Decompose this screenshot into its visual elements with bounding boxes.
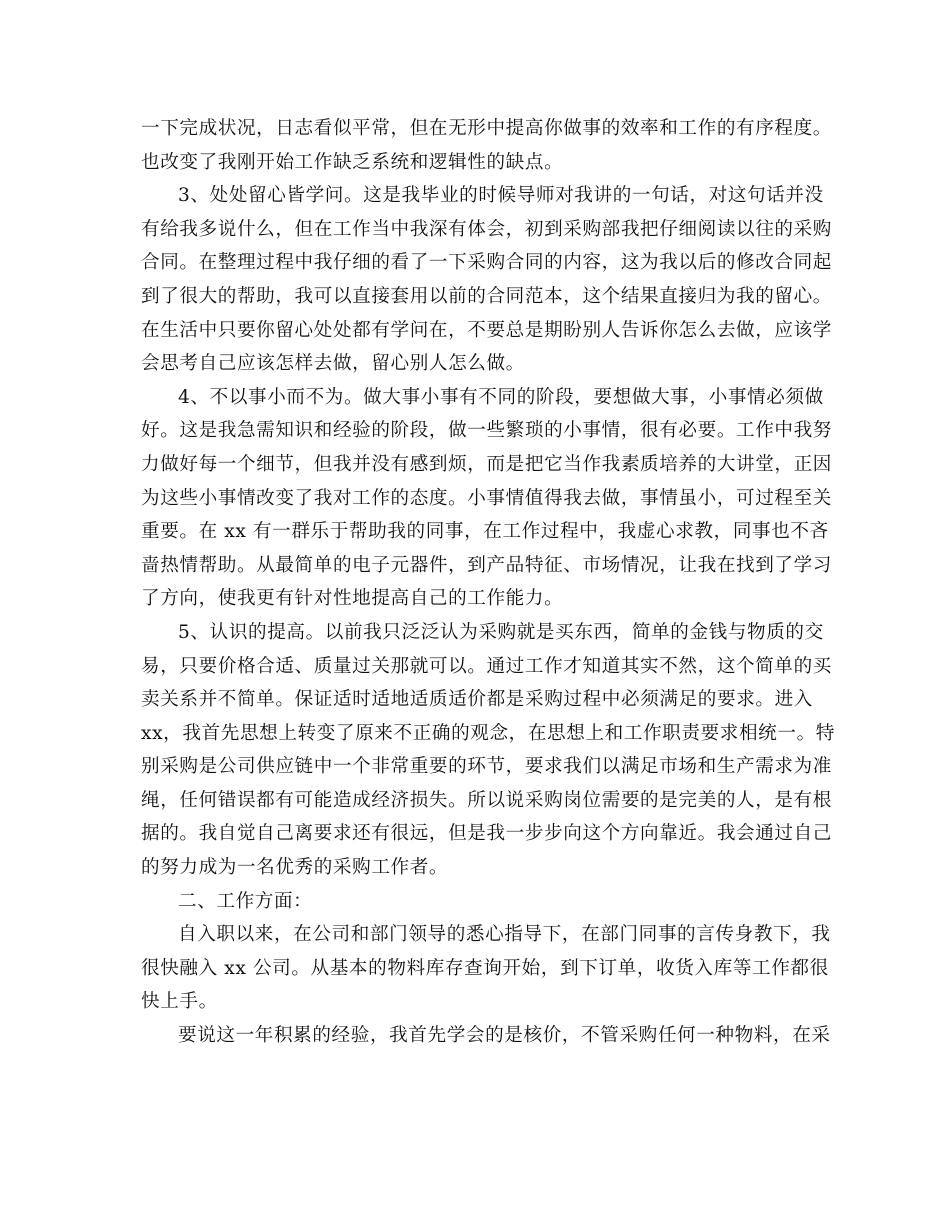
- text-line: 有给我多说什么，但在工作当中我深有体会，初到采购部我把仔细阅读以往的采购: [141, 218, 832, 240]
- text-line: 啬热情帮助。从最简单的电子元器件，到产品特征、市场情况，让我在找到了学习: [141, 554, 832, 576]
- text-line: 也改变了我刚开始工作缺乏系统和逻辑性的缺点。: [141, 151, 564, 173]
- text-line: 快上手。: [141, 991, 218, 1013]
- text-line: 4、不以事小而不为。做大事小事有不同的阶段，要想做大事，小事情必须做: [178, 386, 824, 408]
- text-line: 自入职以来，在公司和部门领导的悉心指导下，在部门同事的言传身教下，我: [178, 924, 831, 946]
- text-line: 力做好每一个细节，但我并没有感到烦，而是把它当作我素质培养的大讲堂，正因: [141, 453, 832, 475]
- text-line: 据的。我自觉自己离要求还有很远，但是我一步步向这个方向靠近。我会通过自己: [141, 823, 832, 845]
- text-line: 到了很大的帮助，我可以直接套用以前的合同范本，这个结果直接归为我的留心。: [141, 285, 832, 307]
- text-line: xx，我首先思想上转变了原来不正确的观念，在思想上和工作职责要求相统一。特: [141, 722, 835, 744]
- text-line: 3、处处留心皆学问。这是我毕业的时候导师对我讲的一句话，对这句话并没: [178, 185, 824, 207]
- text-line: 卖关系并不简单。保证适时适地适质适价都是采购过程中必须满足的要求。进入: [141, 689, 813, 711]
- text-line: 好。这是我急需知识和经验的阶段，做一些繁琐的小事情，很有必要。工作中我努: [141, 420, 832, 442]
- text-line: 为这些小事情改变了我对工作的态度。小事情值得我去做，事情虽小，可过程至关: [141, 487, 832, 509]
- text-line: 一下完成状况，日志看似平常，但在无形中提高你做事的效率和工作的有序程度。: [141, 118, 832, 139]
- text-line: 重要。在 xx 有一群乐于帮助我的同事，在工作过程中，我虚心求教，同事也不吝: [141, 521, 829, 543]
- text-line: 要说这一年积累的经验，我首先学会的是核价，不管采购任何一种物料，在采: [178, 1025, 831, 1047]
- document-body: [141, 112, 835, 1053]
- text-line: 别采购是公司供应链中一个非常重要的环节，要求我们以满足市场和生产需求为准: [141, 756, 832, 778]
- text-line: 在生活中只要你留心处处都有学问在，不要总是期盼别人告诉你怎么去做，应该学: [141, 319, 832, 341]
- text-line: 绳，任何错误都有可能造成经济损失。所以说采购岗位需要的是完美的人，是有根: [141, 789, 832, 811]
- text-line: 很快融入 xx 公司。从基本的物料库存查询开始，到下订单，收货入库等工作都很: [141, 957, 829, 979]
- text-line: 易，只要价格合适、质量过关那就可以。通过工作才知道其实不然，这个简单的买: [141, 655, 832, 677]
- text-line: 会思考自己应该怎样去做，留心别人怎么做。: [141, 353, 525, 375]
- text-line: 合同。在整理过程中我仔细的看了一下采购合同的内容，这为我以后的修改合同起: [141, 252, 832, 274]
- text-line: 的努力成为一名优秀的采购工作者。: [141, 857, 449, 879]
- text-line: 了方向，使我更有针对性地提高自己的工作能力。: [141, 588, 564, 610]
- text-line: 二、工作方面：: [178, 890, 313, 912]
- text-line: 5、认识的提高。以前我只泛泛认为采购就是买东西，简单的金钱与物质的交: [178, 621, 824, 643]
